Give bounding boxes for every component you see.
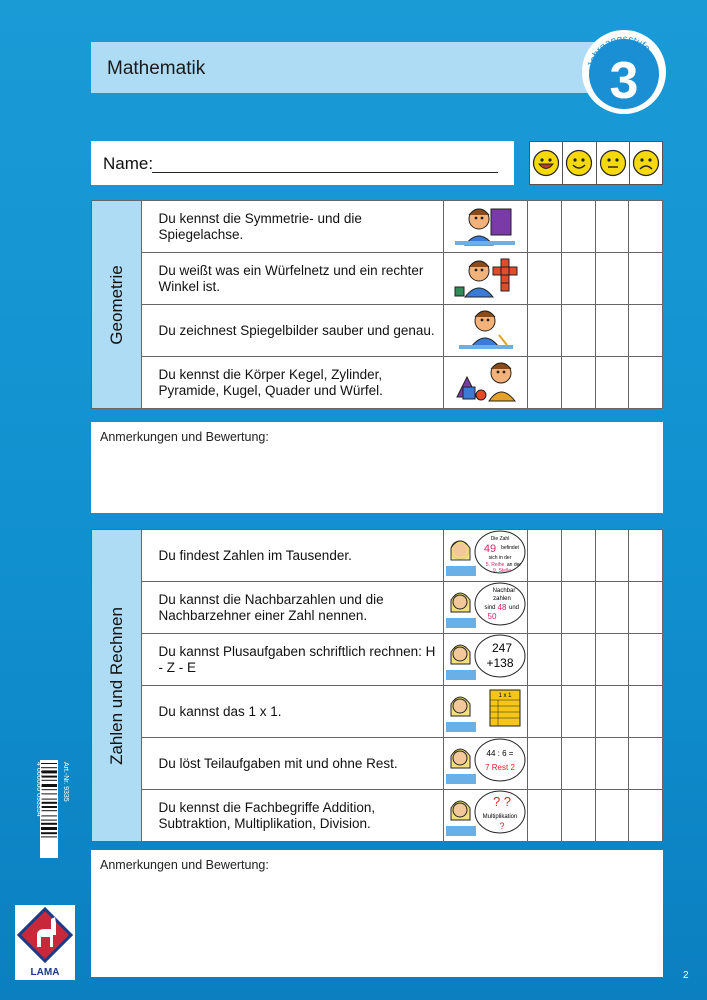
bubble-text: sich in der — [488, 555, 512, 561]
bubble-text: an der — [506, 562, 521, 568]
rating-checkbox[interactable] — [595, 634, 629, 686]
girl-division-icon — [446, 738, 526, 784]
rating-checkbox[interactable] — [562, 582, 596, 634]
rating-checkbox[interactable] — [528, 738, 562, 790]
skill-row — [92, 201, 663, 253]
notes-box-numbers[interactable] — [91, 850, 663, 977]
rating-checkbox[interactable] — [595, 305, 629, 357]
skill-text: Du kennst die Fachbegriffe Addition, Subtraktion, Multiplikation, Division. — [142, 790, 444, 842]
grade-badge — [580, 28, 668, 116]
rating-checkbox[interactable] — [528, 357, 562, 409]
badge-number: 3 — [609, 52, 639, 110]
rating-checkbox[interactable] — [528, 530, 562, 582]
skill-row — [92, 686, 663, 738]
rating-checkbox[interactable] — [629, 357, 663, 409]
bubble-text: Die Zahl — [490, 536, 510, 542]
rating-checkbox[interactable] — [629, 686, 663, 738]
bubble-text: Multiplikation — [482, 814, 518, 820]
boy-with-cube-net-icon — [451, 253, 521, 299]
rating-checkbox[interactable] — [562, 686, 596, 738]
rating-checkbox[interactable] — [595, 686, 629, 738]
rating-checkbox[interactable] — [562, 790, 596, 842]
barcode-digits: 4 000000 093354 — [35, 762, 42, 817]
bubble-text: und — [508, 605, 519, 611]
bubble-text: ? ? — [492, 794, 511, 809]
bubble-text: ? — [499, 821, 505, 831]
girl-neighbor-numbers-icon — [446, 582, 526, 628]
article-number: Art.-Nr. 9335 — [62, 762, 69, 802]
rating-checkbox[interactable] — [629, 201, 663, 253]
skill-row — [92, 530, 663, 582]
rating-checkbox[interactable] — [629, 634, 663, 686]
skill-text: Du findest Zahlen im Tausender. — [142, 530, 444, 582]
bubble-text: 7 Rest 2 — [484, 763, 515, 772]
bubble-text: 9. Stelle — [492, 568, 511, 574]
skill-text: Du kennst die Symmetrie- und die Spiegelachse. — [142, 201, 444, 253]
skill-row — [92, 634, 663, 686]
skill-picture — [444, 357, 528, 409]
rating-checkbox[interactable] — [595, 357, 629, 409]
skill-picture — [444, 253, 528, 305]
skill-picture — [444, 790, 528, 842]
rating-checkbox[interactable] — [528, 634, 562, 686]
rating-checkbox[interactable] — [562, 738, 596, 790]
neutral-smiley-icon — [599, 149, 627, 177]
skill-picture — [444, 582, 528, 634]
rating-checkbox[interactable] — [595, 530, 629, 582]
bubble-number: 48 — [497, 603, 507, 612]
geometry-table — [91, 200, 663, 409]
lama-logo — [15, 905, 75, 980]
rating-checkbox[interactable] — [561, 201, 595, 253]
bubble-text: 44 : 6 = — [486, 749, 514, 758]
skill-row — [92, 253, 663, 305]
rating-checkbox[interactable] — [629, 530, 663, 582]
happy-smiley-icon — [565, 149, 593, 177]
barcode — [26, 760, 71, 860]
rating-checkbox[interactable] — [561, 305, 595, 357]
skill-row — [92, 738, 663, 790]
page-title: Mathematik — [107, 58, 206, 79]
rating-checkbox[interactable] — [595, 253, 629, 305]
rating-checkbox[interactable] — [562, 530, 596, 582]
rating-checkbox[interactable] — [595, 582, 629, 634]
skill-row — [92, 305, 663, 357]
skill-text: Du zeichnest Spiegelbilder sauber und genau. — [142, 305, 444, 357]
skill-picture — [444, 686, 528, 738]
bubble-text: befindet — [500, 545, 519, 551]
skill-picture — [444, 738, 528, 790]
skill-text: Du weißt was ein Würfelnetz und ein rechter Winkel ist. — [142, 253, 444, 305]
notes-label: Anmerkungen und Bewertung: — [100, 430, 269, 444]
rating-checkbox[interactable] — [629, 305, 663, 357]
sad-smiley-icon — [632, 149, 660, 177]
rating-checkbox[interactable] — [629, 738, 663, 790]
bubble-text: sind — [484, 605, 496, 611]
rating-checkbox[interactable] — [629, 582, 663, 634]
rating-checkbox[interactable] — [528, 305, 562, 357]
bubble-text: zahlen — [493, 596, 511, 602]
bubble-text: 5. Reihe — [485, 562, 505, 568]
skill-row — [92, 790, 663, 842]
skill-text: Du löst Teilaufgaben mit und ohne Rest. — [142, 738, 444, 790]
rating-checkbox[interactable] — [528, 201, 562, 253]
rating-checkbox[interactable] — [528, 253, 562, 305]
notes-box-geometry[interactable] — [91, 422, 663, 513]
notes-label: Anmerkungen und Bewertung: — [100, 858, 269, 872]
skill-picture — [444, 201, 528, 253]
boy-with-symmetry-shape-icon — [451, 201, 521, 247]
boy-with-solids-icon — [451, 357, 521, 403]
rating-scale — [529, 141, 663, 185]
rating-checkbox[interactable] — [528, 582, 562, 634]
boy-drawing-icon — [451, 305, 521, 351]
girl-number-search-icon — [446, 530, 526, 576]
bubble-number: 50 — [487, 612, 497, 621]
logo-text: LAMA — [30, 967, 60, 978]
category-cell — [92, 201, 142, 409]
category-label: Zahlen und Rechnen — [106, 606, 126, 765]
rating-checkbox[interactable] — [528, 686, 562, 738]
badge-arc-text: Jahrgangsstufe — [586, 33, 653, 69]
very-happy-smiley-icon — [532, 149, 560, 177]
girl-addition-icon — [446, 634, 526, 680]
skill-text: Du kannst Plusaufgaben schriftlich rechnen: H - Z - E — [142, 634, 444, 686]
category-label: Geometrie — [106, 264, 126, 345]
rating-checkbox[interactable] — [595, 738, 629, 790]
skill-picture — [444, 305, 528, 357]
bubble-number: 247 — [491, 641, 512, 655]
category-cell — [92, 530, 142, 842]
skill-text: Du kennst die Körper Kegel, Zylinder, Pyramide, Kugel, Quader und Würfel. — [142, 357, 444, 409]
bubble-number: +138 — [486, 656, 514, 670]
girl-question-icon — [446, 790, 526, 836]
rating-checkbox[interactable] — [629, 790, 663, 842]
rating-checkbox[interactable] — [561, 253, 595, 305]
name-field[interactable] — [91, 141, 514, 185]
name-label: Name: — [103, 154, 154, 173]
skill-text: Du kannst das 1 x 1. — [142, 686, 444, 738]
numbers-table — [91, 529, 663, 842]
rating-checkbox[interactable] — [595, 201, 629, 253]
rating-checkbox[interactable] — [595, 790, 629, 842]
rating-checkbox[interactable] — [561, 357, 595, 409]
skill-row — [92, 357, 663, 409]
bubble-number: 49 — [483, 543, 496, 555]
rating-checkbox[interactable] — [629, 253, 663, 305]
girl-times-table-icon — [446, 686, 526, 732]
rating-checkbox[interactable] — [562, 634, 596, 686]
skill-row — [92, 582, 663, 634]
skill-picture — [444, 530, 528, 582]
bubble-text: Nachbar — [492, 588, 516, 594]
bubble-text: 1 x 1 — [498, 693, 512, 699]
page-number: 2 — [683, 970, 689, 981]
rating-checkbox[interactable] — [528, 790, 562, 842]
skill-picture — [444, 634, 528, 686]
skill-text: Du kannst die Nachbarzahlen und die Nachbarzehner einer Zahl nennen. — [142, 582, 444, 634]
name-underline[interactable] — [152, 172, 498, 173]
